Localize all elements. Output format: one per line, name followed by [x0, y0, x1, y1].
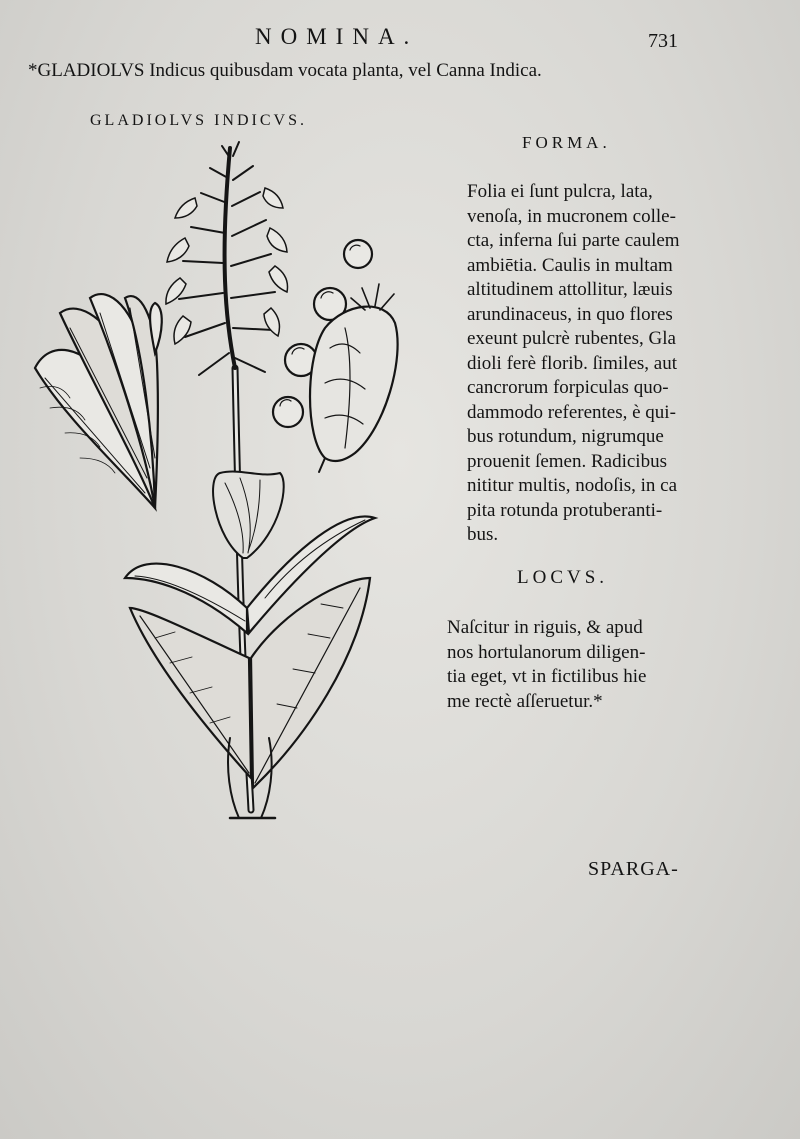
text-line: exeunt pulcrè rubentes, Gla [467, 328, 676, 349]
text-line: pita rotunda protuberanti- [467, 499, 663, 521]
lower-leaves-illustration [125, 516, 375, 818]
forma-paragraph [467, 180, 695, 548]
locus-heading: LOCVS. [517, 567, 609, 588]
locus-paragraph [447, 616, 699, 714]
running-head: NOMINA. [255, 24, 419, 49]
plant-title-line: *GLADIOLVS Indicus quibusdam vocata planta, vel Canna Indica. [28, 60, 542, 81]
text-line: me rectè aſſeruetur.* [447, 690, 603, 712]
leaf-cluster-illustration [35, 294, 162, 508]
text-line: Naſcitur in riguis, & apud [447, 617, 643, 638]
illustration-caption: GLADIOLVS INDICVS. [90, 112, 307, 129]
show-through-text [455, 545, 459, 563]
text-line: nititur multis, nodoſis, in ca [467, 475, 678, 496]
text-line: tia eget, vt in fictilibus hie [447, 666, 647, 687]
page-number: 731 [648, 30, 678, 52]
text-line: prouenit ſemen. Radicibus [467, 450, 667, 472]
text-line: venoſa, in mucronem colle- [467, 205, 676, 227]
text-line: dioli ferè florib. ſimiles, aut [467, 352, 678, 374]
text-line: cta, inferna ſui parte caulem [467, 230, 680, 251]
flower-spike-illustration [166, 142, 288, 375]
woodcut-illustration [25, 138, 425, 828]
text-line: arundinaceus, in quo flores [467, 303, 673, 325]
text-line: altitudinem attollitur, læuis [467, 279, 673, 300]
text-line: cancrorum forpiculas quo- [467, 377, 669, 398]
text-line: Folia ei ſunt pulcra, lata, [467, 181, 653, 202]
text-line: ambiētia. Caulis in multam [467, 254, 673, 276]
text-line: bus. [467, 524, 499, 545]
forma-heading: FORMA. [522, 133, 611, 152]
text-line: bus rotundum, nigrumque [467, 426, 664, 447]
text-line: dammodo referentes, è qui- [467, 401, 676, 423]
text-line: nos hortulanorum diligen- [447, 641, 646, 663]
catchword: SPARGA- [588, 858, 679, 880]
